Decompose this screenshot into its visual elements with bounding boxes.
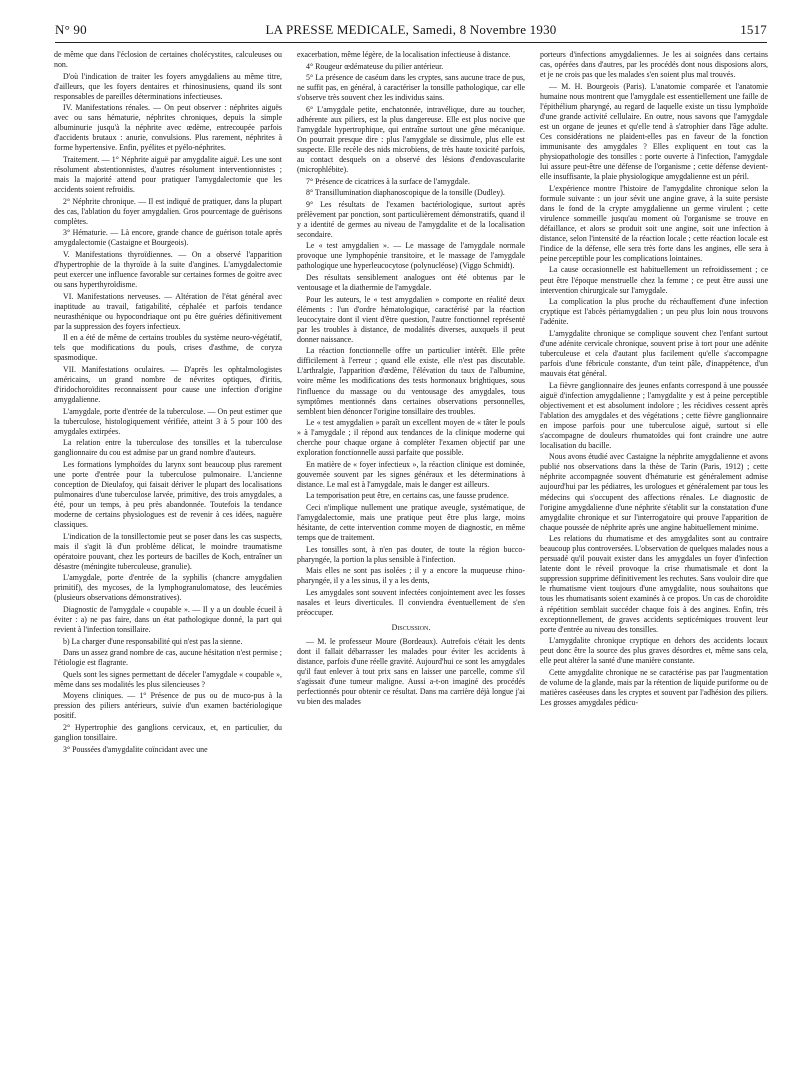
paragraph: Le « test amygdalien » paraît un excellent moyen de « tâter le pouls » à l'amygdale ; il répond aux tendances de la clinique moderne qui cherche pour chaque organe à compléter l'examen objectif par une exploration fonctionnelle aussi parfaite que possible. bbox=[297, 418, 525, 458]
paragraph: Les tonsilles sont, à n'en pas douter, de toute la région bucco-pharyngée, la portion la plus sensible à l'infection. bbox=[297, 544, 525, 564]
paragraph: L'amygdale, porte d'entrée de la tuberculose. — On peut estimer que la tuberculose, histologiquement vérifiée, atteint 3 à 5 pour 100 des amygdales extirpées. bbox=[54, 406, 282, 436]
paragraph: exacerbation, même légère, de la localisation infectieuse à distance. bbox=[297, 50, 511, 59]
paragraph: IV. Manifestations rénales. — On peut observer : néphrites aiguës avec ou sans hématurie, néphrites chroniques, depuis la simple albuminurie jusqu'à la néphrite avec œdème, entrecoupée parfois d'accidents brutaux : anurie, convulsions. Plus rarement, néphrites à forme hypertensive. Enfin, pyélites et pyélo-néphrites. bbox=[54, 103, 282, 153]
paragraph: Les formations lymphoïdes du larynx sont beaucoup plus rarement une porte d'entrée pour la tuberculose pulmonaire. L'ancienne conception de Dieulafoy, qui faisait dériver le plupart des localisations pulmonaires d'une tuberculose larvée, primitive, des trois amygdales, a été, pour un temps, à peu près abandonnée. Toutefois la tendance moderne de certains physiologues est de revenir à ces idées, naguère classiques. bbox=[54, 459, 282, 530]
paragraph: — M. le professeur Moure (Bordeaux). Autrefois c'était les dents dont il fallait débarrasser les malades pour éviter les accidents à distance, parfois d'une réelle gravité. Aujourd'hui ce sont les amygdales qu'il faut enlever à tout prix sans en laisser une parcelle, comme s'il s'agissait d'une tumeur maligne. Aussi a-t-on imaginé des procédés perfectionnés pour obtenir ce résultat. Dans ma carrière déjà longue j'ai vu bien des malades bbox=[297, 637, 525, 707]
journal-title: LA PRESSE MEDICALE, Samedi, 8 Novembre 1930 bbox=[265, 22, 557, 37]
paragraph: de même que dans l'éclosion de certaines cholécystites, calculeuses ou non. bbox=[54, 50, 282, 70]
paragraph: Il en a été de même de certains troubles du système neuro-végétatif, tels que modifications du pouls, crises d'asthme, de coryza spasmodique. bbox=[54, 333, 282, 363]
paragraph: L'amygdalite chronique se complique souvent chez l'enfant surtout d'une adénite cervicale chronique, souvent prise à tort pour une adénite tuberculeuse et cela d'autant plus facilement qu'elle s'accompagne parfois d'une fébricule constante, d'un teint pâle, d'inappétence, d'un mauvais état général. bbox=[540, 328, 768, 378]
paragraph: En matière de « foyer infectieux », la réaction clinique est dominée, gouvernée souvent par les signes généraux et les déterminations à distance. Le mal est à l'amygdale, mais le danger est ailleurs. bbox=[297, 459, 525, 489]
paragraph: 2° Néphrite chronique. — Il est indiqué de pratiquer, dans la plupart des cas, l'ablation du foyer amygdalien. Gros pourcentage de guérisons complètes. bbox=[54, 196, 282, 226]
paragraph: La relation entre la tuberculose des tonsilles et la tuberculose ganglionnaire du cou est admise par un grand nombre d'auteurs. bbox=[54, 438, 282, 458]
paragraph: 6° L'amygdale petite, enchatonnée, intravélique, dure au toucher, adhérente aux piliers, est la plus dangereuse. Elle est plus nocive que l'amygdale hypertrophique, qui entraîne surtout une gêne mécanique. On pourrait presque dire : plus l'amygdale se dissimule, plus elle est suspecte. Elle recèle des nids microbiens, de très haute toxicité parfois, au contact desquels on a observé des lésions d'endovascularite (microphlébite). bbox=[297, 104, 525, 175]
paragraph: porteurs d'infections amygdaliennes. Je les ai soignées dans certains cas, opérées dans d'autres, par les procédés dont nous disposions alors, et je ne crois pas que les malades s'en soient plus mal trouvés. bbox=[540, 50, 768, 80]
paragraph: 7° Présence de cicatrices à la surface de l'amygdale. bbox=[306, 176, 470, 186]
paragraph: 3° Poussées d'amygdalite coïncidant avec une bbox=[63, 744, 208, 754]
paragraph: La fièvre ganglionnaire des jeunes enfants correspond à une poussée aiguë d'infection amygdalienne ; l'amygdalite y est à peine perceptible objectivement et est absolument indolore ; les récidives cessent après l'ablation des amygdales et des végétations ; cette fièvre ganglionnaire en impose parfois pour une tuberculose aiguë, surtout si elle s'accompagne de douleurs rhumatoïdes qui font craindre une autre localisation du bacille. bbox=[540, 380, 768, 450]
paragraph: 2° Hypertrophie des ganglions cervicaux, et, en particulier, du ganglion tonsillaire. bbox=[54, 723, 282, 743]
paragraph: La cause occasionnelle est habituellement un refroidissement ; ce peut être l'époque menstruelle chez la femme ; ce peut être aussi une intervention chirurgicale sur l'amygdale. bbox=[540, 265, 768, 295]
paragraph: La complication la plus proche du réchauffement d'une infection cryptique est l'abcès périamygdalien ; un peu plus loin nous trouvons l'adénite. bbox=[540, 297, 768, 327]
paragraph: Quels sont les signes permettant de déceler l'amygdale « coupable », même dans ses modalités les plus silencieuses ? bbox=[54, 669, 282, 689]
paragraph: — M. H. Bourgeois (Paris). L'anatomie comparée et l'anatomie humaine nous montrent que l'amygdale est essentiellement une faille de l'épithélium pharyngé, au regard de laquelle existe un tissu lymphoïde d'une grande activité cellulaire. En outre, nous savons que l'amygdale est un organe de jeunes et qu'elle tend à s'atrophier dans l'âge adulte. Ces considérations ne plaident-elles pas en faveur de la fonction immunisante des amygdales ? Elles expliquent en tout cas la physiopathologie des tonsilles : porte ouverte à l'infection, l'amygdale lui assure peut-être une défense de l'organisme ; cette défense devient-elle insuffisante, la plaie physiologique amygdalienne est un péril. bbox=[540, 81, 768, 182]
paragraph: L'amygdale, porte d'entrée de la syphilis (chancre amygdalien primitif), des mycoses, de la lymphogranulomatose, des leucémies (plusieurs observations démonstratives). bbox=[54, 573, 282, 603]
paragraph: Des résultats sensiblement analogues ont été obtenus par le ventousage et la diathermie de l'amygdale. bbox=[297, 272, 525, 293]
paragraph: 9° Les résultats de l'examen bactériologique, surtout après prélèvement par ponction, sont particulièrement démonstratifs, quand il y a identité de germes au niveau de l'amygdalite et de la localisation secondaire. bbox=[297, 199, 525, 239]
paragraph: La temporisation peut être, en certains cas, une fausse prudence. bbox=[306, 491, 509, 501]
issue-number: N° 90 bbox=[55, 22, 87, 37]
paragraph: L'indication de la tonsillectomie peut se poser dans les cas suspects, mais il s'agit là d'un problème délicat, le moindre traumatisme opératoire pouvant, chez les porteurs de bacilles de Koch, entraîner un désastre (méningite tuberculeuse, granulie). bbox=[54, 531, 282, 571]
text-column-left bbox=[54, 50, 282, 1070]
paragraph: 8° Transillumination diaphanoscopique de la tonsille (Dudley). bbox=[306, 188, 505, 198]
paragraph: L'amygdalite chronique cryptique en dehors des accidents locaux peut donc être la source des plus graves désordres et, même sans cela, elle peut altérer la santé d'une manière constante. bbox=[540, 636, 768, 666]
text-column-middle bbox=[297, 50, 525, 1070]
paragraph: b) La charger d'une responsabilité qui n'est pas la sienne. bbox=[63, 636, 243, 646]
paragraph: Mais elles ne sont pas isolées ; il y a encore la muqueuse rhino-pharyngée, il y a les sinus, il y a les dents, bbox=[297, 566, 525, 586]
paragraph: L'expérience montre l'histoire de l'amygdalite chronique selon la formule suivante : un jour sévit une angine grave, à la suite persiste dans le fond de la crypte amygdalienne un germe virulent ; cette virulence sommeille jusqu'au moment où l'organisme se trouve en défaillance, et alors se produit soit une angine, soit une infection à distance, selon l'intensité de la réaction locale ; cette réaction locale est l'indice de la défense, elle sera très forte dans les angines, elle sera à peine perceptible pour les complications lointaines. bbox=[540, 183, 768, 263]
paragraph: Ceci n'implique nullement une pratique aveugle, systématique, de l'amygdalectomie, mais une pratique peut être plus large, moins hésitante, de cette intervention comme moyen de diagnostic, en même temps que de traitement. bbox=[297, 503, 525, 543]
page-number: 1517 bbox=[740, 22, 767, 37]
paragraph: Moyens cliniques. — 1° Présence de pus ou de muco-pus à la pression des piliers antérieurs, suivie d'un examen bactériologique positif. bbox=[54, 691, 282, 721]
paragraph: Nous avons étudié avec Castaigne la néphrite amygdalienne et avons publié nos observations dans la thèse de Tarin (Paris, 1912) ; cette néphrite accompagnée souvent d'hématurie est généralement admise aujourd'hui par les pédiatres, les urologues et généralement par tous les médecins qui s'occupent des affections rénales. Le diagnostic de l'origine amygdalienne d'une néphrite s'établit sur la constatation d'une amygdalite chronique et sur l'interrogatoire qui prouve l'apparition de chaque poussée de néphrite après une angine habituellement minime. bbox=[540, 452, 768, 532]
paragraph: VI. Manifestations nerveuses. — Altération de l'état général avec inaptitude au travail, fatigabilité, céphalée et parfois tendance neurasthénique ou hypocondriaque ont pu être guéries définitivement par la suppression des foyers infectieux. bbox=[54, 291, 282, 331]
paragraph: Diagnostic de l'amygdale « coupable ». — Il y a un double écueil à éviter : a) ne pas faire, dans un état pathologique donné, la part qui revient à l'infection tonsillaire. bbox=[54, 604, 282, 635]
paragraph: 3° Hématurie. — Là encore, grande chance de guérison totale après amygdalectomie (Castaigne et Bourgeois). bbox=[54, 228, 282, 248]
paragraph: Les relations du rhumatisme et des amygdalites sont au contraire beaucoup plus controversées. L'observation de quelques malades nous a persuadé qu'il pouvait exister dans les amygdales un foyer d'infection latente dont le réveil provoque la crise rhumatismale et dont la suppression supprime définitivement les rechutes. Sans vouloir dire que le rhumatisme vient toujours d'une amygdalite, nous souhaitons que tous les rhumatisants soient examinés à ce propos. Un cas de choroïdite à répétition semblait succéder chaque fois à des angines. Enfin, très exceptionnellement, de graves accidents septicémiques trouvent leur porte d'entrée au niveau des tonsilles. bbox=[540, 534, 768, 634]
text-column-right bbox=[540, 50, 768, 1070]
header-rule bbox=[55, 42, 767, 43]
paragraph: Cette amygdalite chronique ne se caractérise pas par l'augmentation de volume de la glande, mais par la rétention de liquide puriforme ou de matières caséeuses dans les cryptes et souvent par l'adhésion des piliers. Les grosses amygdales pédicu- bbox=[540, 667, 768, 707]
running-header bbox=[55, 22, 767, 40]
paragraph: V. Manifestations thyroïdiennes. — On a observé l'apparition d'hypertrophie de la thyroïde à la suite d'angines. L'amygdalectomie peut exercer une influence favorable sur certaines formes de goitre avec ou sans hyperthyroïdisme. bbox=[54, 249, 282, 290]
paragraph: La réaction fonctionnelle offre un particulier intérêt. Elle prête difficilement à l'erreur ; quand elle existe, elle n'est pas discutable. L'arthralgie, l'apparition d'œdème, l'élévation du taux de l'albumine, voire même les modifications des tests hormonaux brightiques, sous l'influence du massage ou du ventousage des amygdales, tous symptômes mentionnés dans certaines observations personnelles, semblent bien dénoncer l'origine tonsillaire des troubles. bbox=[297, 346, 525, 416]
paragraph: Traitement. — 1° Néphrite aiguë par amygdalite aiguë. Les une sont résolument abstentionnistes, d'autres résolument interventionnistes ; mais la majorité attend pour pratiquer l'amygdalectomie que les accidents soient refroidis. bbox=[54, 154, 282, 195]
paragraph: Les amygdales sont souvent infectées conjointement avec les fosses nasales et leurs diverticules. Il conviendra éventuellement de s'en préoccuper. bbox=[297, 587, 525, 617]
paragraph: 5° La présence de caséum dans les cryptes, sans aucune trace de pus, ne suffit pas, en général, à caractériser la tonsille pathologique, car elle s'observe très souvent chez les individus sains. bbox=[297, 73, 525, 103]
paragraph: Le « test amygdalien ». — Le massage de l'amygdale normale provoque une lymphopénie transitoire, et le massage de l'amygdale pathologique une hyperleucocytose (polynucléose) (Viggo Schmidt). bbox=[297, 241, 525, 271]
paragraph: Dans un assez grand nombre de cas, aucune hésitation n'est permise ; l'étiologie est flagrante. bbox=[54, 648, 282, 668]
paragraph: D'où l'indication de traiter les foyers amygdaliens au même titre, d'ailleurs, que les foyers dentaires et rhinosinusiens, quand ils sont responsables de pareilles déterminations infectieuses. bbox=[54, 71, 282, 101]
paragraph: 4° Rougeur œdémateuse du pilier antérieur. bbox=[306, 61, 444, 71]
paragraph: Pour les auteurs, le « test amygdalien » comporte en réalité deux éléments : l'un d'ordre hématologique, caractérisé par la réaction leucocytaire dont il vient d'être question, l'autre fonctionnel représenté par les troubles à distance, de modalités diverses, auxquels il peut donner naissance. bbox=[297, 294, 525, 344]
paragraph: VII. Manifestations oculaires. — D'après les ophtalmologistes américains, un grand nombre de névrites optiques, d'iritis, d'iridochoroïdites reconnaissent pour cause une infection d'origine amygdalienne. bbox=[54, 364, 282, 405]
section-heading: Discussion. bbox=[391, 623, 431, 633]
